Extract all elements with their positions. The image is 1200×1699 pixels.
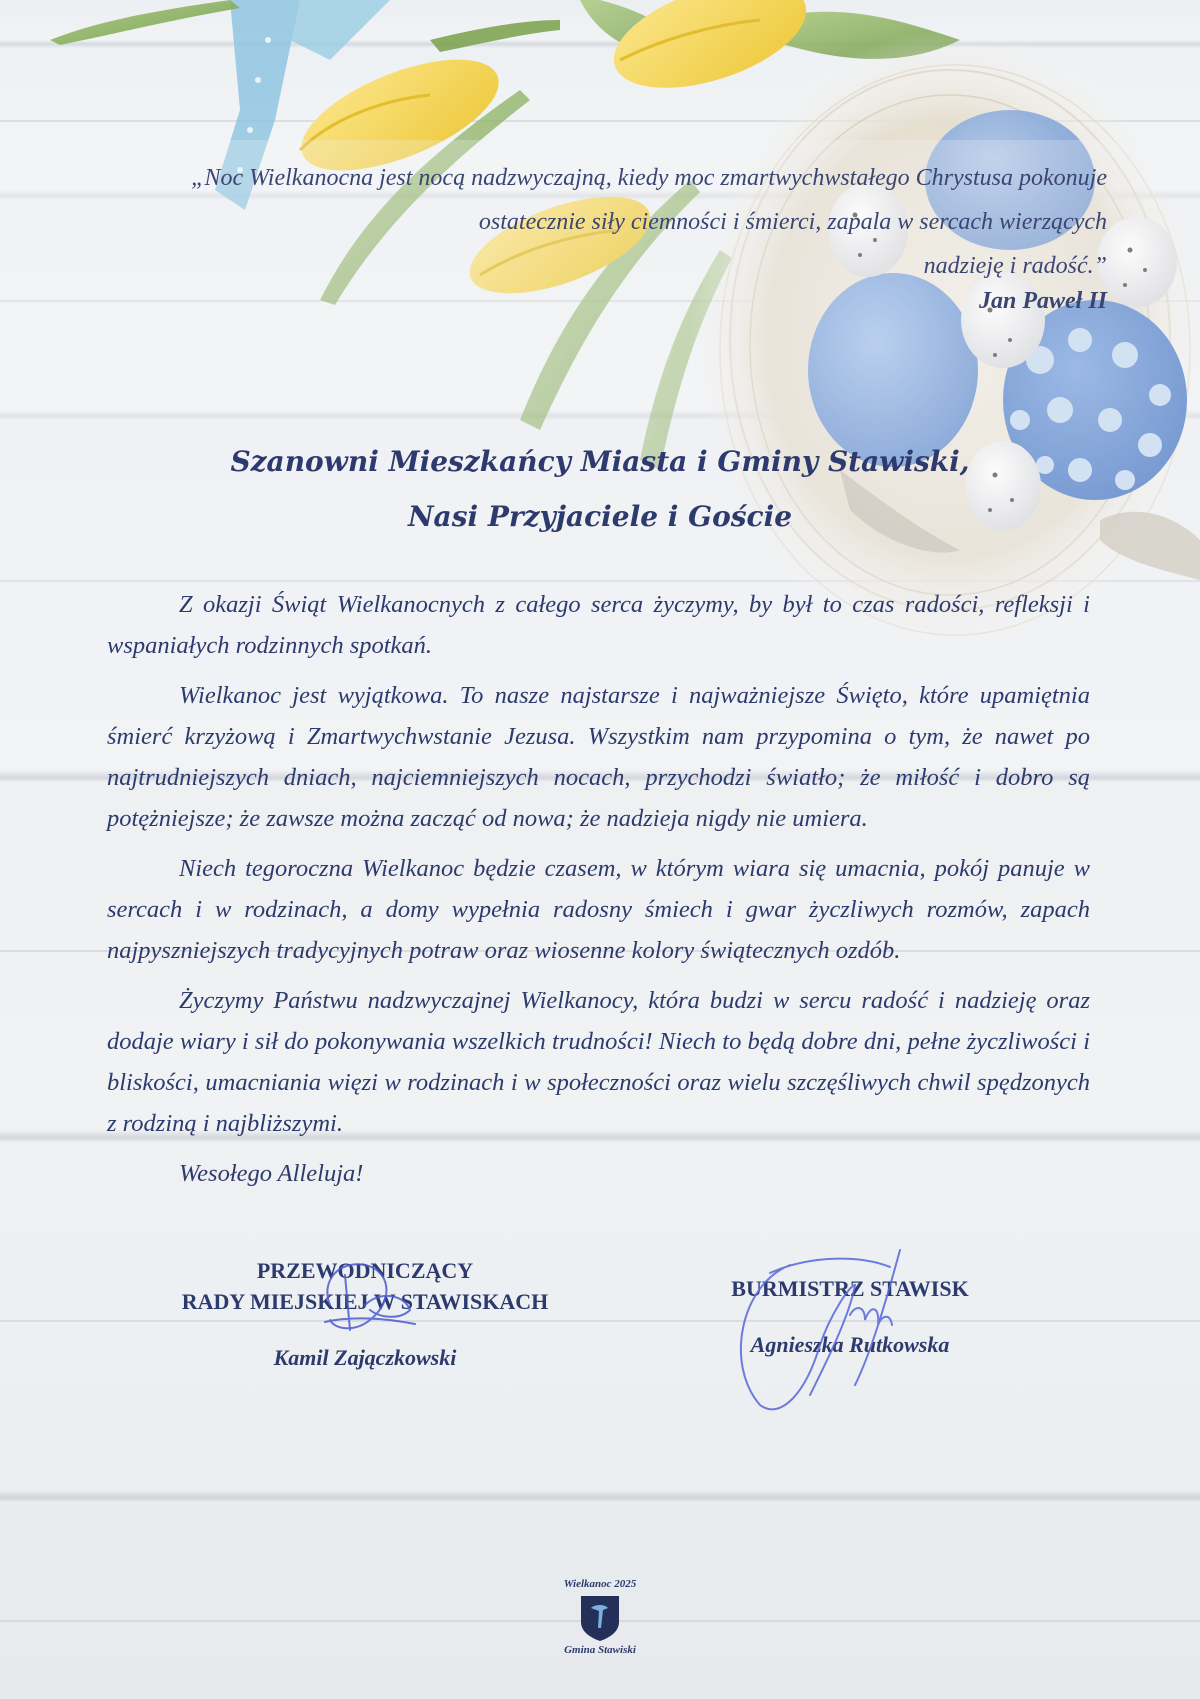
signatory-title: PRZEWODNICZĄCY [256,1258,474,1283]
handwritten-signature-left [310,1250,420,1345]
quote-line: ostatecznie siły ciemności i śmierci, zapala w sercach wierzących [478,209,1107,235]
letter-paragraph: Z okazji Świąt Wielkanocnych z całego serca życzymy, by był to czas radości, refleksji i wspaniałych rodzinnych spotkań. [107,591,1090,659]
signatory-name: Kamil Zajączkowski [273,1345,457,1370]
signatory-title: RADY MIEJSKIEJ W STAWISKACH [181,1289,549,1314]
shield-crest-icon [579,1594,621,1642]
greeting-heading: Szanowni Mieszkańcy Miasta i Gminy Stawiski, [230,445,970,478]
footer-year-label: Wielkanoc 2025 [563,1578,637,1590]
letter-paragraph: Niech tegoroczna Wielkanoc będzie czasem, w którym wiara się umacnia, pokój panuje w sercach i w rodzinach, a domy wypełnia radosny śmiech i gwar życzliwych rozmów, zapach najpyszniejszych tradycyjnych potraw oraz wiosenne kolory świątecznych ozdób. [107,855,1090,964]
closing-wish: Wesołego Alleluja! [179,1160,364,1187]
letter-paragraph: Życzymy Państwu nadzwyczajnej Wielkanocy, która budzi w sercu radość i nadzieję oraz dodaje wiary i sił do pokonywania wszelkich trudności! Niech to będą dobre dni, pełne życzliwości i bliskości, umacniania więzi w rodzinach i w społeczności oraz wielu szczęśliwych chwil spędzonych z rodziną i najbliższymi. [107,987,1090,1137]
greeting-subheading: Nasi Przyjaciele i Goście [407,500,793,533]
footer-municipality-label: Gmina Stawiski [564,1644,636,1656]
handwritten-signature-right [730,1245,930,1425]
signatory-name: Agnieszka Rutkowska [750,1332,950,1357]
letter-paragraph: Wielkanoc jest wyjątkowa. To nasze najstarsze i najważniejsze Święto, które upamiętnia śmierć krzyżową i Zmartwychwstanie Jezusa. Wszystkim nam przypomina o tym, że nawet po najtrudniejszych dniach, najciemniejszych nocach, przychodzi światło; że miłość i dobro są potężniejsze; że zawsze można zacząć od nowa; że nadzieja nigdy nie umiera. [107,682,1090,832]
signatory-title: BURMISTRZ STAWISK [731,1276,969,1301]
quote-line: „Noc Wielkanocna jest nocą nadzwyczajną, kiedy moc zmartwychwstałego Chrystusa pokonuje [191,165,1107,191]
quote-author: Jan Paweł II [978,288,1107,314]
letter-body [107,584,1090,1203]
quote-line: nadzieję i radość.” [923,253,1107,279]
quote-block [95,156,1107,288]
